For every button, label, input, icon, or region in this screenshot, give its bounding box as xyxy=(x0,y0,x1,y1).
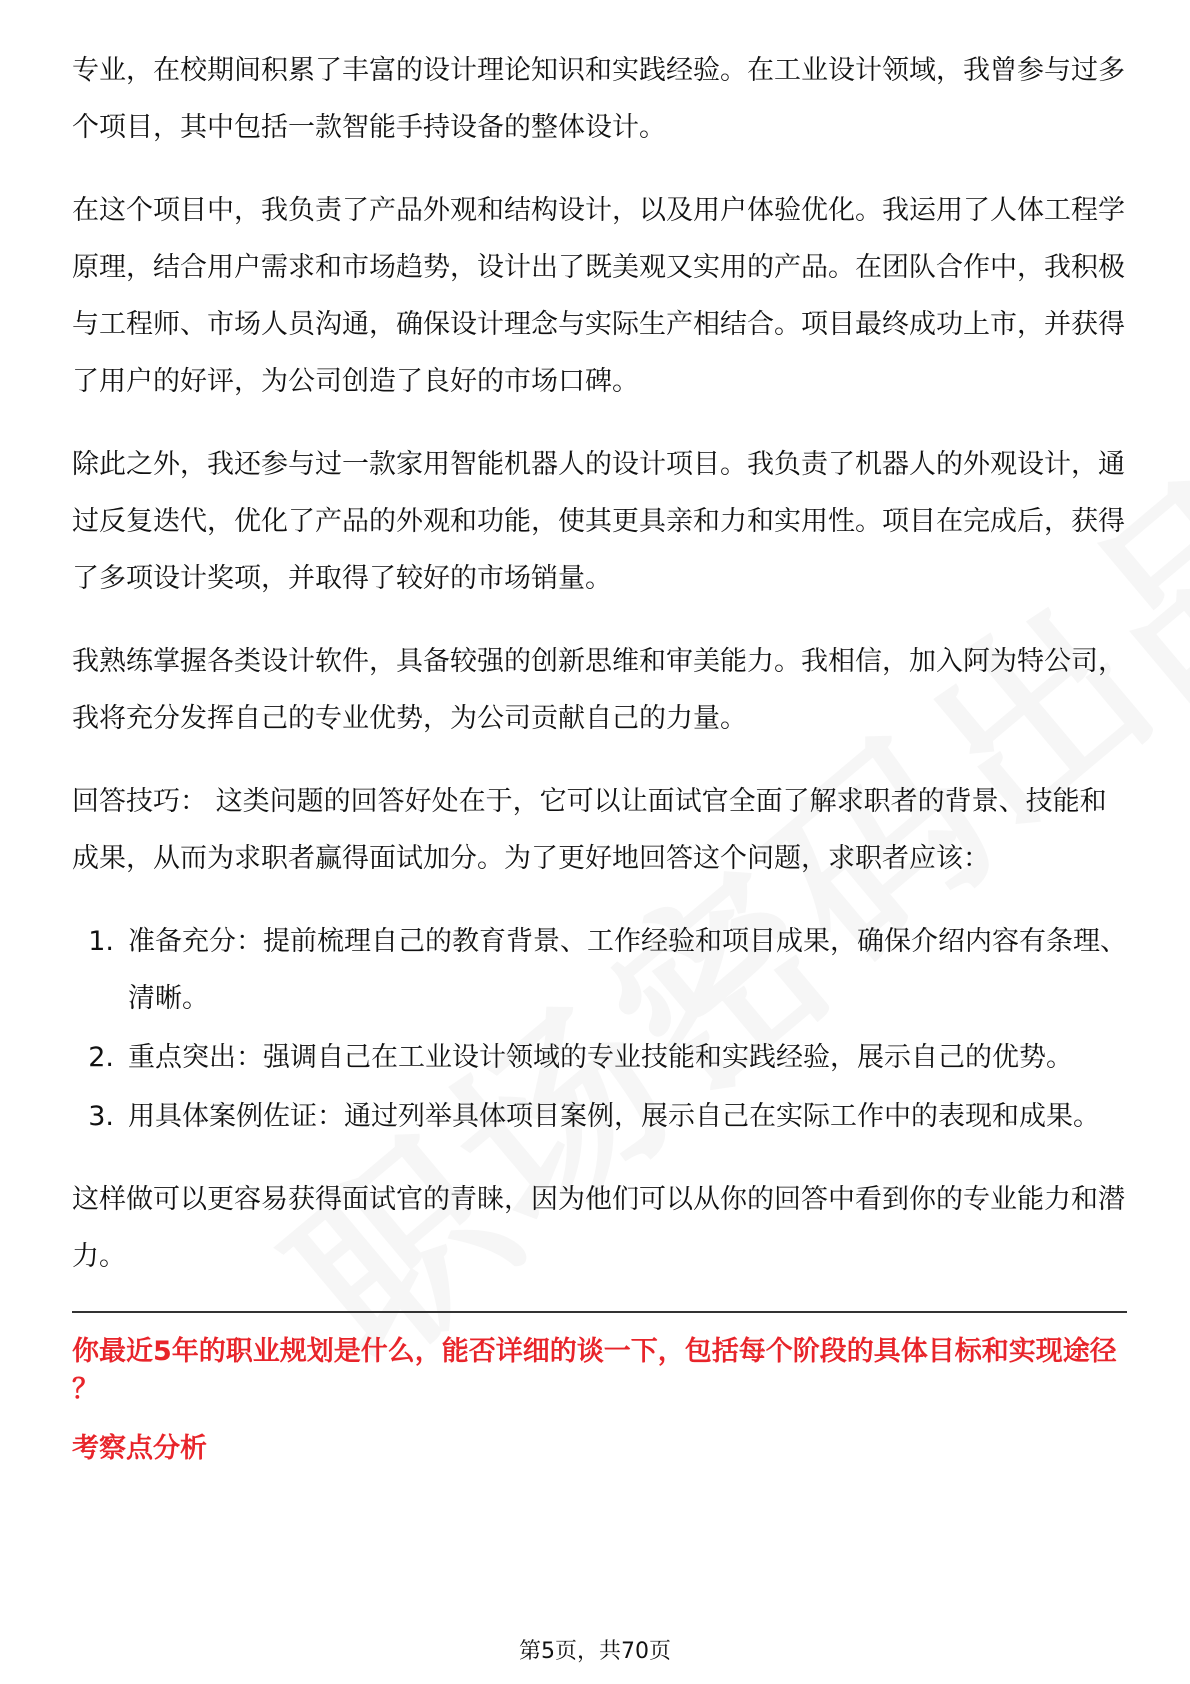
page-footer: 第5页，共70页 xyxy=(519,1639,671,1664)
list-item xyxy=(72,1029,1127,1086)
list-number: 3. xyxy=(88,1101,114,1132)
list-item xyxy=(72,913,1127,1027)
tips-list xyxy=(72,913,1127,1145)
list-number: 1. xyxy=(88,926,114,957)
list-text: 准备充分：提前梳理自己的教育背景、工作经验和项目成果，确保介绍内容有条理、清晰。 xyxy=(128,926,1127,1014)
answer-tips-intro: 回答技巧： 这类问题的回答好处在于，它可以让面试官全面了解求职者的背景、技能和成果，从而为求职者赢得面试加分。为了更好地回答这个问题，求职者应该： xyxy=(72,786,1107,874)
section-title: 考察点分析 xyxy=(72,1433,207,1464)
closing-paragraph: 这样做可以更容易获得面试官的青睐，因为他们可以从你的回答中看到你的专业能力和潜力。 xyxy=(72,1184,1125,1272)
divider xyxy=(72,1311,1127,1313)
list-number: 2. xyxy=(88,1042,114,1073)
question-heading: 你最近5年的职业规划是什么，能否详细的谈一下，包括每个阶段的具体目标和实现途径 ？ xyxy=(72,1336,1117,1405)
list-item xyxy=(72,1088,1127,1145)
document-body xyxy=(72,42,1127,1469)
list-text: 用具体案例佐证：通过列举具体项目案例，展示自己在实际工作中的表现和成果。 xyxy=(128,1101,1100,1132)
paragraph: 除此之外，我还参与过一款家用智能机器人的设计项目。我负责了机器人的外观设计，通过反复迭代，优化了产品的外观和功能，使其更具亲和力和实用性。项目在完成后，获得了多项设计奖项，并取得了较好的市场销量。 xyxy=(72,449,1125,594)
paragraph: 专业，在校期间积累了丰富的设计理论知识和实践经验。在工业设计领域，我曾参与过多个项目，其中包括一款智能手持设备的整体设计。 xyxy=(72,55,1125,143)
paragraph: 我熟练掌握各类设计软件，具备较强的创新思维和审美能力。我相信，加入阿为特公司，我将充分发挥自己的专业优势，为公司贡献自己的力量。 xyxy=(72,646,1125,734)
list-text: 重点突出：强调自己在工业设计领域的专业技能和实践经验，展示自己的优势。 xyxy=(128,1042,1073,1073)
paragraph: 在这个项目中，我负责了产品外观和结构设计，以及用户体验优化。我运用了人体工程学原理，结合用户需求和市场趋势，设计出了既美观又实用的产品。在团队合作中，我积极与工程师、市场人员沟通，确保设计理念与实际生产相结合。项目最终成功上市，并获得了用户的好评，为公司创造了良好的市场口碑。 xyxy=(72,195,1125,397)
